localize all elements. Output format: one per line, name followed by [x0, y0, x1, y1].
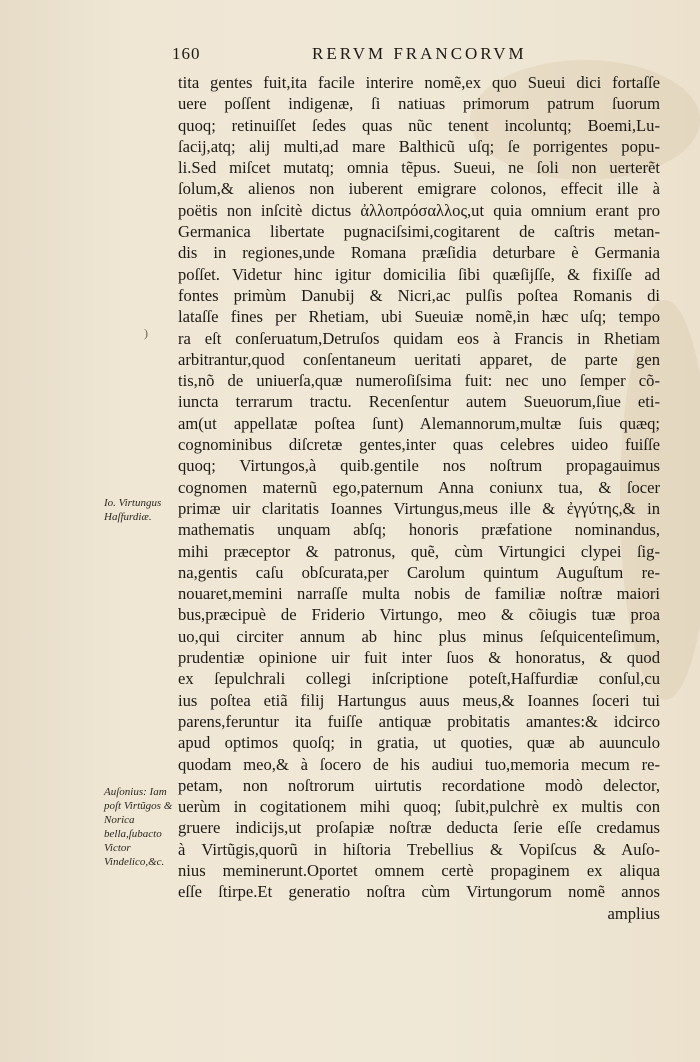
text-line: nius meminerunt.Oportet omnem certè propaginem ex aliqua — [178, 860, 660, 880]
running-title: RERVM FRANCORVM — [312, 44, 527, 63]
text-line: tis,nõ de uniuerſa,quæ numeroſiſsima fuit: nec uno ſemper cõ- — [178, 371, 660, 391]
text-line: quodam meo,& à ſocero de his audiui tuo,memoria mecum re- — [178, 754, 660, 774]
text-line: ra eſt conſeruatum,Detruſos quidam eos à Francis in Rhetiam — [178, 328, 660, 348]
page-header — [172, 44, 572, 68]
margin-mark: ) — [144, 326, 148, 340]
text-line: mathematis unquam abſq; honoris præfatione nominandus, — [178, 520, 660, 540]
text-line: fontes primùm Danubij & Nicri,ac pulſis poſtea Romanis di — [178, 285, 660, 305]
text-line: cognominibus diſcretæ gentes,inter quas celebres uideo fuiſſe — [178, 435, 660, 455]
text-line: parens,feruntur ita fuiſſe antiquæ probitatis amantes:& idcirco — [178, 711, 660, 731]
text-line: uere poſſent indigenæ, ſi natiuas primorum patrum ſuorum — [178, 94, 660, 114]
text-line: uerùm in cogitationem mihi quoq; ſubit,pulchrè ex multis con — [178, 797, 660, 817]
text-line: ſolum,& alienos non iuberent emigrare colonos, effecit ille à — [178, 179, 660, 199]
text-line: primæ uir claritatis Ioannes Virtungus,meus ille & ἐγγύτης,& in — [178, 498, 660, 518]
text-line: petam, non noſtrorum uirtutis recordatione modò delector, — [178, 775, 660, 795]
text-line: prudentiæ opinione uir fuit inter ſuos & honoratus, & quod — [178, 648, 660, 668]
text-line: poëtis non inſcitè dictus ἀλλοπρόσαλλος,ut quia omnium erant pro — [178, 200, 660, 220]
text-line: lataſſe fines per Rhetiam, ubi Sueuiæ nomẽ,in hæc uſq; tempo — [178, 307, 660, 327]
text-line: gruere indicijs,ut proſapiæ noſtræ deducta ſerie eſſe credamus — [178, 818, 660, 838]
text-line: arbitrantur,quod conſentaneum ueritati apparet, de parte gen — [178, 349, 660, 369]
marginal-note-ausonius: Auſonius: Iam poſt Virtũgos & Norica bella,ſubacto Victor Vindelico,&c. — [104, 786, 173, 868]
text-line: li.Sed miſcet mutatq; omnia tẽpus. Sueui, ne ſoli non uerterẽt — [178, 158, 660, 178]
text-line: ius poſtea etiã filij Hartungus auus meus,& Ioannes ſoceri tui — [178, 690, 660, 710]
folio-number: 160 — [172, 44, 201, 63]
text-line: dis in regiones,unde Romana præſidia deturbare è Germania — [178, 243, 660, 263]
text-line: iuncta terrarum tractu. Recenſentur autem Sueuorum,ſiue eti- — [178, 392, 660, 412]
text-line: nouaret,memini narraſſe multa nobis de familiæ noſtræ maiori — [178, 584, 660, 604]
text-line: quoq; retinuiſſet ſedes quas nũc tenent incoluntq; Boemi,Lu- — [178, 115, 660, 135]
text-line: uo,qui circiter annum ab hinc plus minus ſeſquicenteſimum, — [178, 626, 660, 646]
text-line: ex ſepulchrali collegi inſcriptione poteſt,Haſfurdiæ conſul,cu — [178, 669, 660, 689]
text-line: bus,præcipuè de Friderio Virtungo, meo & cõiugis tuæ proa — [178, 605, 660, 625]
marginal-note-virtungus: Io. Virtungus Haſfurdiæ. — [104, 497, 162, 523]
catchword: amplius — [607, 903, 660, 923]
text-line: na,gentis caſu obſcurata,per Carolum quintum Auguſtum re- — [178, 562, 660, 582]
text-line: poſſet. Videtur hinc igitur domicilia ſibi quæſijſſe, & fixiſſe ad — [178, 264, 660, 284]
text-line: eſſe ſtirpe.Et generatio noſtra cùm Virtungorum nomẽ annos — [178, 882, 660, 902]
text-line: à Virtũgis,quorũ in hiſtoria Trebellius & Vopiſcus & Auſo- — [178, 839, 660, 859]
text-line: mihi præceptor & patronus, quẽ, cùm Virtungici clypei ſig- — [178, 541, 660, 561]
text-line: Germanica libertate pugnaciſsimi,cogitarent de caſtris metan- — [178, 222, 660, 242]
text-line: cognomen maternũ ego,paternum Anna coniunx tua, & ſocer — [178, 477, 660, 497]
text-line: quoq; Virtungos,à quib.gentile nos noſtrum propagauimus — [178, 456, 660, 476]
text-line: am(ut appellatæ poſtea ſunt) Alemannorum,multæ ſuis quæq; — [178, 413, 660, 433]
body-text — [178, 72, 660, 924]
text-line: tita gentes fuit,ita facile interire nomẽ,ex quo Sueui dici fortaſſe — [178, 73, 660, 92]
text-line: apud optimos quoſq; in gratia, ut quoties, quæ ab auunculo — [178, 733, 660, 753]
text-line: ſacij,atq; alij multi,ad mare Balthicũ uſq; ſe porrigentes popu- — [178, 136, 660, 156]
